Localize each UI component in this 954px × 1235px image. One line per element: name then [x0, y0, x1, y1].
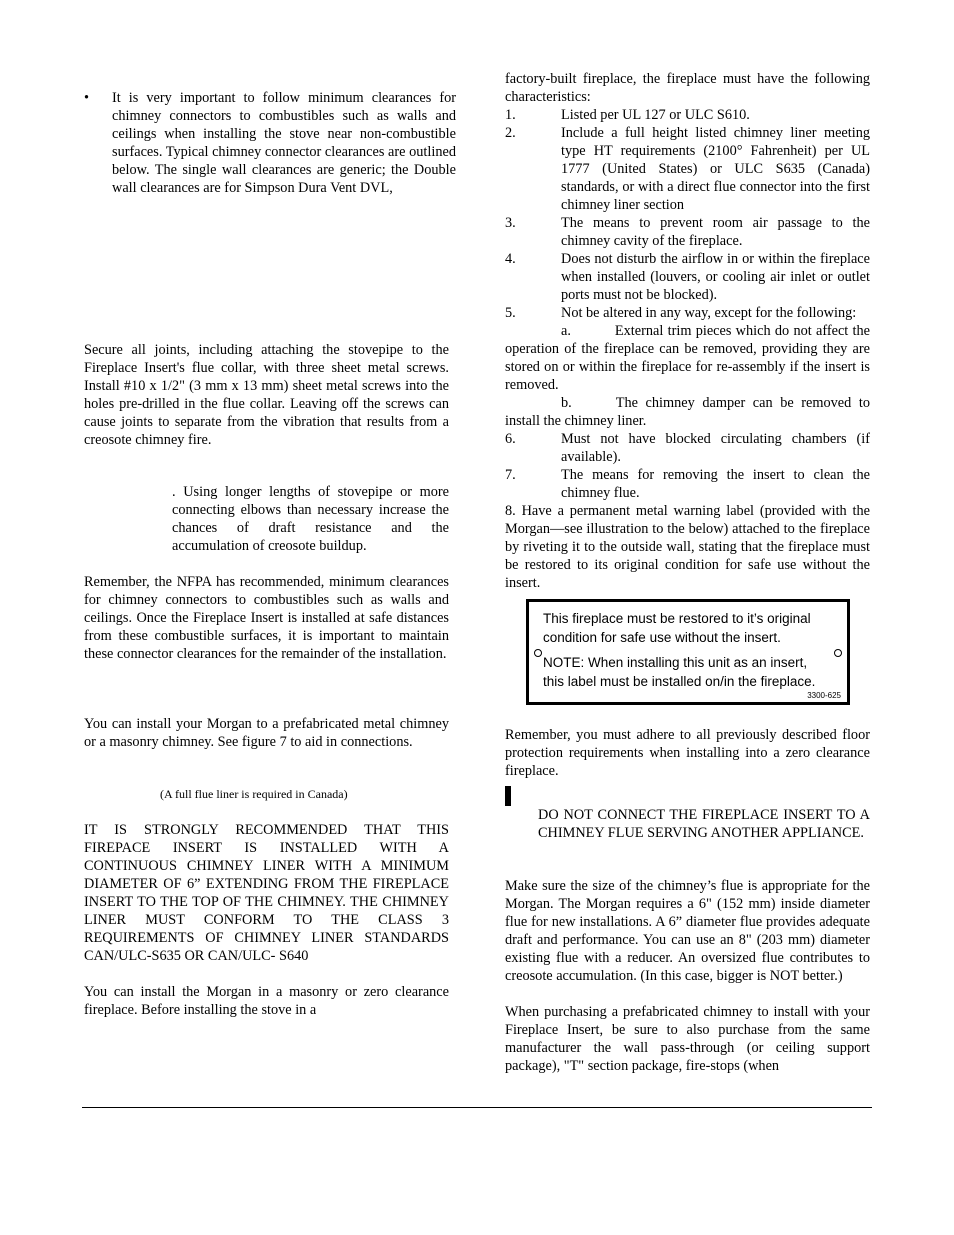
nfpa-remember-paragraph: Remember, the NFPA has recommended, minimum clearances for chimney connectors to combustibles such as walls and ceilings. Once the Fireplace Insert is installed at safe distances from these combustible surfaces, it is important to maintain these connector clearances for the remainder of the installation.	[84, 574, 449, 662]
warning-label-item: 8. Have a permanent metal warning label (provided with the Morgan—see illustration to the below) attached to the fireplace by riveting it to the outside wall, stating that the fireplace must be restored to its original condition for safe use without the insert.	[505, 503, 870, 591]
rivet-hole-icon	[834, 649, 842, 657]
stovepipe-length-paragraph: . Using longer lengths of stovepipe or more connecting elbows than necessary increase the chances of draft resistance and the accumulation of creosote buildup.	[172, 484, 449, 554]
characteristic-item	[505, 430, 870, 466]
label-line-1: This fireplace must be restored to it’s original	[543, 611, 811, 626]
factory-built-intro: factory-built fireplace, the fireplace must have the following characteristics:	[505, 71, 870, 105]
clearance-bullet	[84, 89, 456, 197]
warning-label-illustration	[526, 599, 850, 705]
sub-item-a	[505, 322, 870, 394]
sub-item-b	[505, 394, 870, 430]
footer-divider	[82, 1107, 872, 1108]
characteristic-item	[505, 214, 870, 250]
item-number: 1.	[505, 107, 516, 123]
label-line-2: condition for safe use without the insert.	[543, 630, 781, 645]
item-text: Include a full height listed chimney liner meeting type HT requirements (2100° Fahrenheit) per UL 1777 (United States) or ULC S635 (Canada) standards, or with a direct flue connector into the first chimney liner section	[561, 125, 870, 213]
item-text: Must not have blocked circulating chambers (if available).	[561, 431, 870, 465]
item-number: 7.	[505, 467, 516, 483]
characteristic-item	[505, 250, 870, 304]
chimney-install-paragraph: You can install your Morgan to a prefabricated metal chimney or a masonry chimney. See figure 7 to aid in connections.	[84, 716, 449, 750]
sub-item-text: The chimney damper can be removed to install the chimney liner.	[505, 395, 870, 429]
prefab-purchase-paragraph: When purchasing a prefabricated chimney to install with your Fireplace Insert, be sure to also purchase from the same manufacturer the wall pass-through (or ceiling support package), "T" section package, fire-stops (when	[505, 1004, 870, 1074]
label-line-4: this label must be installed on/in the fireplace.	[543, 674, 816, 689]
characteristic-item	[505, 124, 870, 214]
masonry-install-paragraph: You can install the Morgan in a masonry or zero clearance fireplace. Before installing the stove in a	[84, 984, 449, 1018]
sub-item-letter: b.	[561, 395, 572, 411]
warning-marker-icon	[505, 786, 511, 806]
rivet-hole-icon	[534, 649, 542, 657]
characteristic-item	[505, 466, 870, 502]
characteristic-item	[505, 304, 870, 322]
label-part-number: 3300-625	[807, 691, 841, 700]
right-column-lower	[505, 877, 870, 1075]
floor-protection-paragraph: Remember, you must adhere to all previously described floor protection requirements when installing into a zero clearance fireplace.	[505, 727, 870, 779]
clearance-bullet-text: It is very important to follow minimum clearances for chimney connectors to combustibles such as walls and ceilings when installing the stove near non-combustible surfaces. Typical chimney connector clearances are outlined below. The single wall clearances are generic; the Double wall clearances are for Simpson Dura Vent DVL,	[112, 90, 456, 196]
liner-recommendation-caps: IT IS STRONGLY RECOMMENDED THAT THIS FIREPACE INSERT IS INSTALLED WITH A CONTINUOUS CHIMNEY LINER WITH A MINIMUM DIAMETER OF 6” EXTENDING FROM THE FIREPLACE INSERT TO THE TOP OF THE CHIMNEY. THE CHIMNEY LINER MUST CONFORM TO THE CLASS 3 REQUIREMENTS OF CHIMNEY LINER STANDARDS CAN/ULC-S635 OR CAN/ULC- S640	[84, 822, 449, 964]
item-number: 2.	[505, 125, 516, 141]
flue-size-paragraph: Make sure the size of the chimney’s flue is appropriate for the Morgan. The Morgan requires a 6" (152 mm) inside diameter flue for new installations. A 6” diameter flue provides adequate draft and performance. You can use an 8" (203 mm) diameter existing flue with a reducer. An oversized flue contributes to creosote accumulation. (In this case, bigger is NOT better.)	[505, 878, 870, 984]
item-text: Does not disturb the airflow in or within the fireplace when installed (louvers, or cooling air inlet or outlet ports must not be blocked).	[561, 251, 870, 303]
item-number: 3.	[505, 215, 516, 231]
item-text: Listed per UL 127 or ULC S610.	[561, 107, 750, 123]
sub-item-text: External trim pieces which do not affect the operation of the fireplace can be removed, providing they are stored on or within the fireplace for re-assembly if the insert is removed.	[505, 323, 870, 393]
canada-liner-note: (A full flue liner is required in Canada)	[160, 787, 348, 801]
item-number: 5.	[505, 305, 516, 321]
item-text: The means for removing the insert to clean the chimney flue.	[561, 467, 870, 501]
item-number: 4.	[505, 251, 516, 267]
left-column	[84, 89, 456, 1019]
item-text: The means to prevent room air passage to the chimney cavity of the fireplace.	[561, 215, 870, 249]
characteristic-item	[505, 106, 870, 124]
bullet-marker: •	[84, 90, 90, 106]
do-not-connect-warning: DO NOT CONNECT THE FIREPLACE INSERT TO A CHIMNEY FLUE SERVING ANOTHER APPLIANCE.	[538, 807, 870, 841]
item-number: 6.	[505, 431, 516, 447]
item-text: Not be altered in any way, except for the following:	[561, 305, 857, 321]
sub-item-letter: a.	[561, 323, 571, 339]
label-line-3: NOTE: When installing this unit as an insert,	[543, 655, 808, 670]
secure-joints-paragraph: Secure all joints, including attaching the stovepipe to the Fireplace Insert's flue collar, with three sheet metal screws. Install #10 x 1/2" (3 mm x 13 mm) sheet metal screws into the holes pre-drilled in the flue collar. Leaving off the screws can cause joints to separate from the vibration that results from a creosote chimney fire.	[84, 342, 449, 448]
